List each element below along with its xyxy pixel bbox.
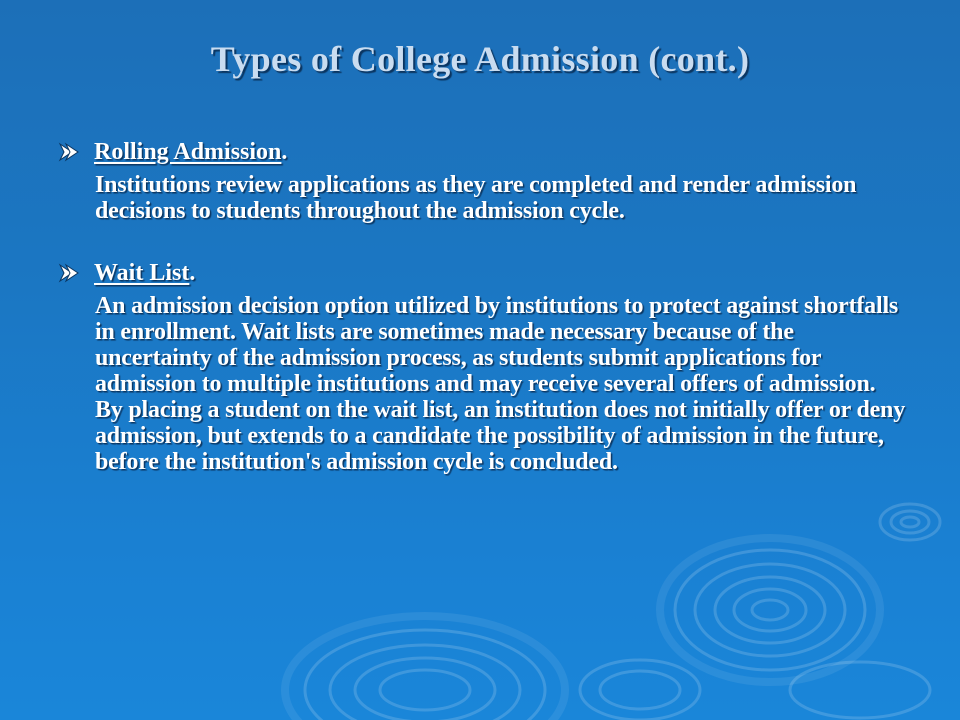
- bullet-term: Wait List: [94, 259, 190, 286]
- bullet-term: Rolling Admission: [94, 138, 282, 165]
- bullet-description: An admission decision option utilized by institutions to protect against shortfalls in enrollment. Wait lists are sometimes made necessary because of the uncertainty of the admission process, as students submit applications for admission to multiple institutions and may receive several offers of admission. By placing a student on the wait list, an institution does not initially offer or deny admission, but extends to a candidate the possibility of admission in the future, before the institution's admission cycle is concluded.: [95, 293, 906, 475]
- bullet-term-suffix: .: [281, 138, 288, 165]
- bullet-description: Institutions review applications as they are completed and render admission decisions to students throughout the admission cycle.: [95, 172, 857, 224]
- arrow-bullet-icon: [58, 262, 80, 284]
- bullet-wait-list: [58, 259, 908, 475]
- bullet-heading: [58, 138, 908, 166]
- bullet-term-suffix: .: [189, 259, 196, 286]
- slide-title: Types of College Admission (cont.): [210, 39, 750, 79]
- arrow-bullet-icon: [58, 141, 80, 163]
- bullet-heading: [58, 259, 908, 287]
- bullet-rolling-admission: [58, 138, 908, 224]
